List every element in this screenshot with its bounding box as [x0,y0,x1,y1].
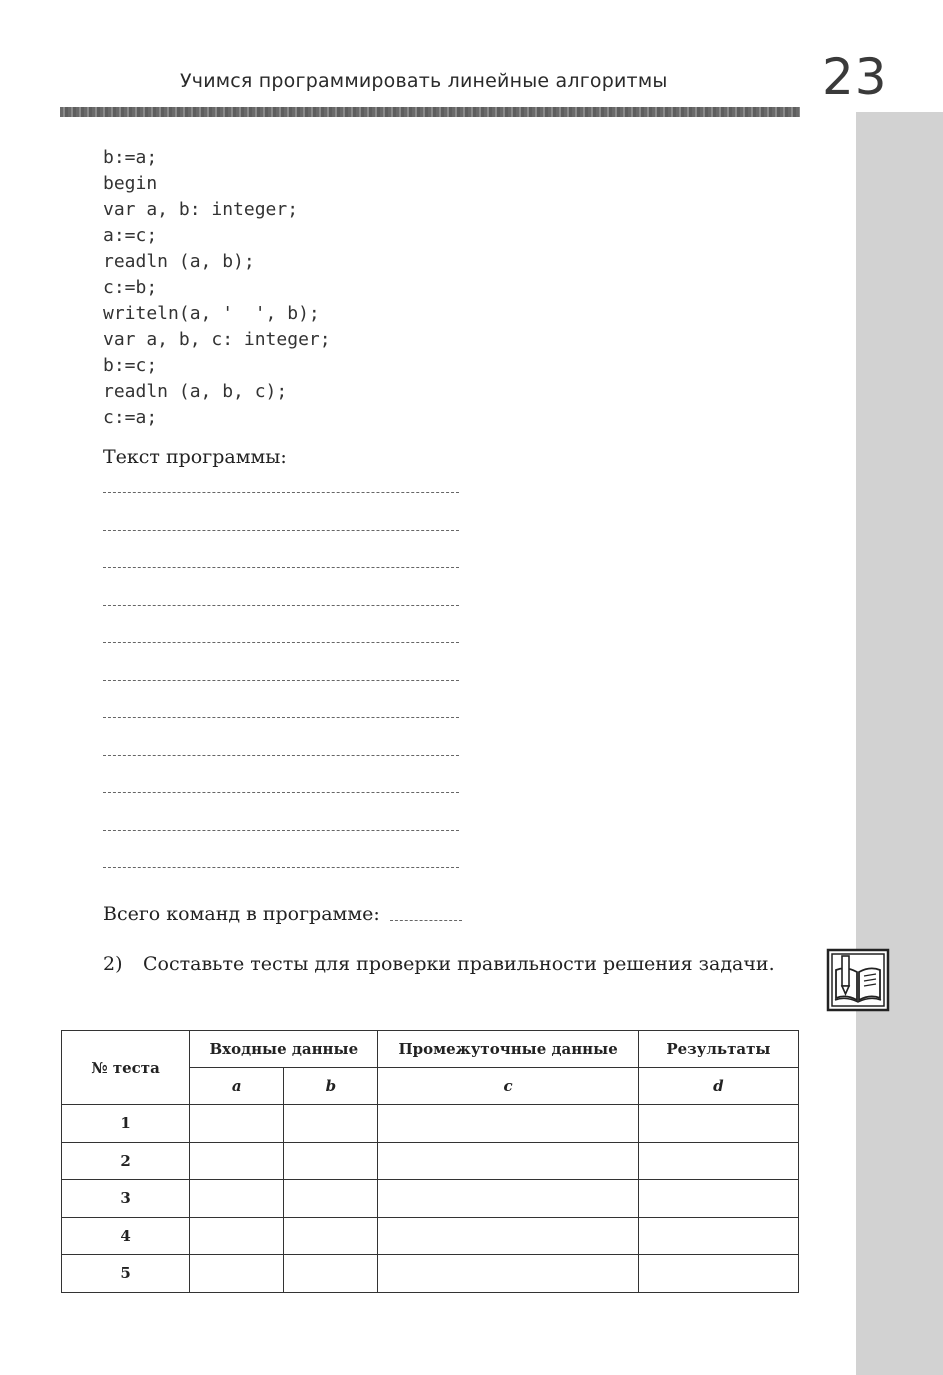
code-line: writeln(a, ' ', b); [103,303,320,324]
test-number: 2 [62,1142,190,1180]
cell-a[interactable] [190,1142,284,1180]
code-line: readln (a, b); [103,251,255,272]
answer-line[interactable] [103,680,459,681]
answer-line[interactable] [103,642,459,643]
cell-d[interactable] [638,1255,798,1293]
code-line: b:=a; [103,147,158,168]
cell-b[interactable] [284,1180,378,1218]
side-margin-band [856,112,943,1375]
test-number: 1 [62,1105,190,1143]
answer-line[interactable] [103,717,459,718]
answer-line[interactable] [103,605,459,606]
col-c: c [378,1068,638,1105]
code-line: c:=a; [103,407,158,428]
code-line: readln (a, b, c); [103,381,288,402]
table-row [62,1142,799,1180]
table-row [62,1255,799,1293]
answer-line[interactable] [103,530,459,531]
page-number: 23 [822,48,888,106]
col-a: a [190,1068,284,1105]
code-line: var a, b: integer; [103,199,299,220]
table-row [62,1105,799,1143]
pencil-book-icon [826,948,890,1012]
total-commands-label: Всего команд в программе: [103,903,380,925]
cell-b[interactable] [284,1142,378,1180]
task-number: 2) [103,953,123,975]
code-line: begin [103,173,158,194]
cell-b[interactable] [284,1217,378,1255]
cell-c[interactable] [378,1105,638,1143]
table-row [62,1180,799,1218]
cell-c[interactable] [378,1217,638,1255]
cell-a[interactable] [190,1255,284,1293]
table-row [62,1217,799,1255]
test-number: 4 [62,1217,190,1255]
cell-b[interactable] [284,1255,378,1293]
code-line: a:=c; [103,225,158,246]
code-line: var a, b, c: integer; [103,329,331,350]
col-input-data: Входные данные [190,1031,378,1068]
cell-a[interactable] [190,1105,284,1143]
task-2 [103,950,800,978]
running-title: Учимся программировать линейные алгоритмы [180,70,668,92]
program-text-label: Текст программы: [103,446,287,468]
col-b: b [284,1068,378,1105]
answer-line[interactable] [103,792,459,793]
col-intermediate-data: Промежуточные данные [378,1031,638,1068]
cell-b[interactable] [284,1105,378,1143]
cell-c[interactable] [378,1142,638,1180]
total-commands-blank[interactable] [390,920,462,921]
answer-line[interactable] [103,567,459,568]
col-d: d [638,1068,798,1105]
answer-lines [103,492,459,905]
test-number: 3 [62,1180,190,1218]
task-text: Составьте тесты для проверки правильности решения задачи. [143,953,775,975]
col-results: Результаты [638,1031,798,1068]
code-line: c:=b; [103,277,158,298]
answer-line[interactable] [103,830,459,831]
col-test-number: № теста [62,1031,190,1105]
cell-d[interactable] [638,1217,798,1255]
code-line: b:=c; [103,355,158,376]
answer-line[interactable] [103,755,459,756]
cell-a[interactable] [190,1180,284,1218]
total-commands [103,903,462,925]
tests-table [61,1030,799,1293]
code-block [103,145,331,431]
table-header-row [62,1031,799,1068]
test-number: 5 [62,1255,190,1293]
cell-d[interactable] [638,1142,798,1180]
header-rule [60,107,800,117]
cell-d[interactable] [638,1180,798,1218]
answer-line[interactable] [103,867,459,868]
answer-line[interactable] [103,492,459,493]
cell-d[interactable] [638,1105,798,1143]
cell-c[interactable] [378,1255,638,1293]
cell-a[interactable] [190,1217,284,1255]
cell-c[interactable] [378,1180,638,1218]
